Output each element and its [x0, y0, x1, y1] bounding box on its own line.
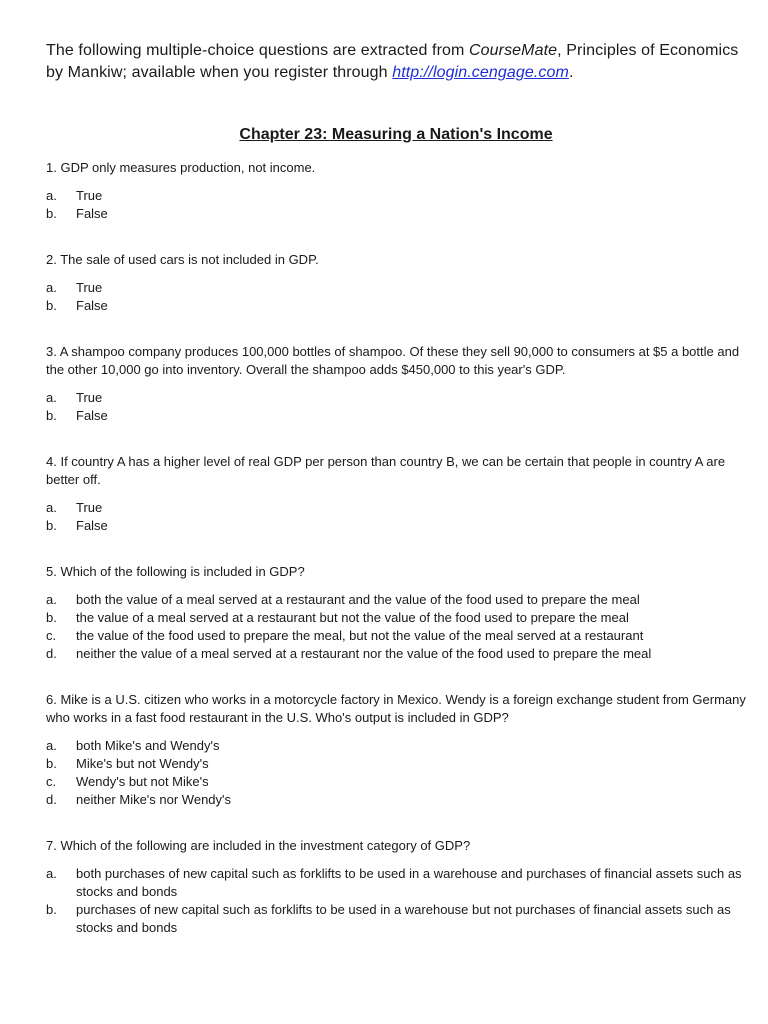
option-text: False — [76, 518, 108, 533]
question-text: 4. If country A has a higher level of real GDP per person than country B, we can be certain that people in country A are better off. — [46, 454, 726, 487]
option-letter: a. — [46, 390, 57, 405]
question-2 — [46, 251, 746, 315]
option-text: False — [76, 408, 108, 423]
option-letter: b. — [46, 756, 57, 771]
question-3 — [46, 343, 746, 425]
intro-prefix: The following multiple-choice questions are extracted from — [46, 42, 469, 59]
option-letter: a. — [46, 866, 57, 881]
option-text: True — [76, 188, 103, 203]
option-a[interactable] — [46, 187, 746, 205]
option-b[interactable] — [46, 901, 746, 937]
intro-paragraph — [46, 40, 746, 84]
option-b[interactable] — [46, 407, 746, 425]
option-text: the value of a meal served at a restaurant but not the value of the food used to prepare the meal — [76, 610, 629, 625]
question-4 — [46, 453, 746, 535]
chapter-title: Chapter 23: Measuring a Nation's Income — [239, 126, 553, 143]
option-letter: a. — [46, 280, 57, 295]
option-list — [46, 865, 746, 937]
option-text: neither Mike's nor Wendy's — [76, 792, 232, 807]
option-text: Wendy's but not Mike's — [76, 774, 209, 789]
option-c[interactable] — [46, 627, 746, 645]
option-a[interactable] — [46, 279, 746, 297]
option-letter: b. — [46, 408, 57, 423]
option-a[interactable] — [46, 737, 746, 755]
option-list — [46, 389, 746, 425]
question-text: 7. Which of the following are included in the investment category of GDP? — [46, 838, 471, 853]
question-text: 3. A shampoo company produces 100,000 bottles of shampoo. Of these they sell 90,000 to consumers at $5 a bottle and the other 10,000 go into inventory. Overall the shampoo adds $450,000 to this year's GDP. — [46, 344, 740, 377]
option-list — [46, 279, 746, 315]
option-letter: d. — [46, 792, 57, 807]
option-text: True — [76, 390, 103, 405]
option-a[interactable] — [46, 499, 746, 517]
question-6 — [46, 691, 746, 809]
option-b[interactable] — [46, 755, 746, 773]
option-a[interactable] — [46, 389, 746, 407]
option-text: both Mike's and Wendy's — [76, 738, 220, 753]
question-text: 6. Mike is a U.S. citizen who works in a motorcycle factory in Mexico. Wendy is a foreign exchange student from Germany who works in a fast food restaurant in the U.S. Who's output is included in GDP? — [46, 692, 746, 725]
option-list — [46, 499, 746, 535]
option-b[interactable] — [46, 297, 746, 315]
option-b[interactable] — [46, 517, 746, 535]
option-letter: b. — [46, 518, 57, 533]
option-list — [46, 591, 746, 663]
option-d[interactable] — [46, 791, 746, 809]
option-letter: b. — [46, 298, 57, 313]
option-a[interactable] — [46, 591, 746, 609]
intro-middle: , Principles of Economics by Mankiw; available when you register through — [46, 42, 739, 81]
option-text: False — [76, 206, 108, 221]
question-text: 2. The sale of used cars is not included in GDP. — [46, 252, 319, 267]
question-text: 5. Which of the following is included in GDP? — [46, 564, 305, 579]
option-letter: c. — [46, 774, 57, 789]
option-text: both the value of a meal served at a restaurant and the value of the food used to prepare the meal — [76, 592, 640, 607]
document-page — [46, 40, 746, 937]
option-b[interactable] — [46, 609, 746, 627]
source-title: CourseMate — [469, 42, 558, 59]
option-d[interactable] — [46, 645, 746, 663]
option-letter: a. — [46, 188, 57, 203]
question-text: 1. GDP only measures production, not income. — [46, 160, 316, 175]
option-text: neither the value of a meal served at a restaurant nor the value of the food used to prepare the meal — [76, 646, 652, 661]
option-text: True — [76, 500, 103, 515]
option-letter: b. — [46, 206, 57, 221]
option-text: purchases of new capital such as forklifts to be used in a warehouse but not purchases of financial assets such as stocks and bonds — [76, 902, 731, 935]
option-a[interactable] — [46, 865, 746, 901]
intro-suffix: . — [568, 64, 574, 81]
question-1 — [46, 159, 746, 223]
option-text: False — [76, 298, 108, 313]
question-7 — [46, 837, 746, 937]
question-5 — [46, 563, 746, 663]
option-list — [46, 737, 746, 809]
option-b[interactable] — [46, 205, 746, 223]
option-letter: d. — [46, 646, 57, 661]
option-text: Mike's but not Wendy's — [76, 756, 209, 771]
cengage-link[interactable]: http://login.cengage.com — [392, 64, 569, 81]
option-text: the value of the food used to prepare the meal, but not the value of the meal served at a restaurant — [76, 628, 644, 643]
option-list — [46, 187, 746, 223]
option-letter: a. — [46, 592, 57, 607]
option-letter: a. — [46, 738, 57, 753]
option-letter: b. — [46, 902, 57, 917]
option-letter: b. — [46, 610, 57, 625]
option-letter: a. — [46, 500, 57, 515]
option-text: True — [76, 280, 103, 295]
option-letter: c. — [46, 628, 57, 643]
option-c[interactable] — [46, 773, 746, 791]
option-text: both purchases of new capital such as forklifts to be used in a warehouse and purchases of financial assets such as stocks and bonds — [76, 866, 742, 899]
